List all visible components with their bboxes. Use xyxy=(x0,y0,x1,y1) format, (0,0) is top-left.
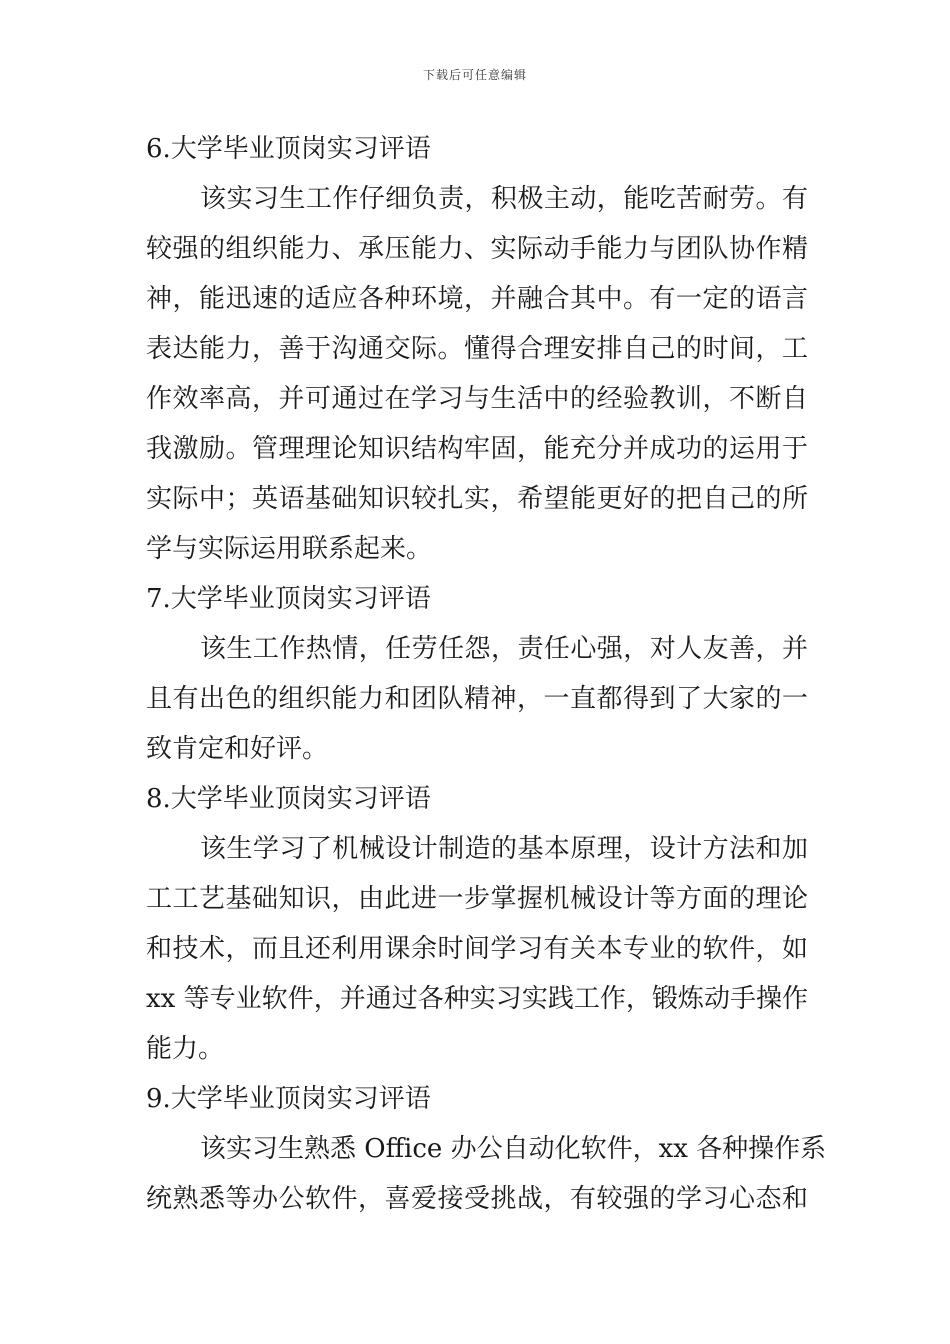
section-paragraph xyxy=(146,1124,827,1224)
paragraph-line: 我激励。管理理论知识结构牢固，能充分并成功的运用于 xyxy=(146,434,808,464)
paragraph-line: 神，能迅速的适应各种环境，并融合其中。有一定的语言 xyxy=(146,284,808,314)
paragraph-line: 工工艺基础知识，由此进一步掌握机械设计等方面的理论 xyxy=(146,884,808,914)
paragraph-line: 表达能力，善于沟通交际。懂得合理安排自己的时间，工 xyxy=(146,334,808,364)
paragraph-line: 且有出色的组织能力和团队精神，一直都得到了大家的一 xyxy=(146,684,808,714)
page-header-note: 下载后可任意编辑 xyxy=(422,68,527,82)
paragraph-line: 统熟悉等办公软件，喜爱接受挑战，有较强的学习心态和 xyxy=(146,1184,808,1214)
paragraph-line: 该实习生熟悉 Office 办公自动化软件，xx 各种操作系 xyxy=(200,1134,827,1164)
paragraph-line: 实际中；英语基础知识较扎实，希望能更好的把自己的所 xyxy=(146,484,808,514)
document-body xyxy=(146,124,827,1224)
section-6 xyxy=(146,124,808,574)
paragraph-line: 该实习生工作仔细负责，积极主动，能吃苦耐劳。有 xyxy=(200,184,808,214)
paragraph-line: 致肯定和好评。 xyxy=(146,734,329,764)
section-heading: 6.大学毕业顶岗实习评语 xyxy=(146,134,431,164)
section-7 xyxy=(146,574,808,774)
section-9 xyxy=(146,1074,827,1224)
paragraph-line: xx 等专业软件，并通过各种实习实践工作，锻炼动手操作 xyxy=(146,984,808,1014)
paragraph-line: 该生工作热情，任劳任怨，责任心强，对人友善，并 xyxy=(200,634,808,664)
paragraph-line: 作效率高，并可通过在学习与生活中的经验教训，不断自 xyxy=(146,384,808,414)
paragraph-line: 和技术，而且还利用课余时间学习有关本专业的软件，如 xyxy=(146,934,808,964)
section-paragraph xyxy=(146,824,808,1074)
paragraph-line: 学与实际运用联系起来。 xyxy=(146,534,433,564)
section-paragraph xyxy=(146,624,808,774)
section-8 xyxy=(146,774,808,1074)
section-heading: 8.大学毕业顶岗实习评语 xyxy=(146,784,431,814)
section-heading: 9.大学毕业顶岗实习评语 xyxy=(146,1084,431,1114)
paragraph-line: 能力。 xyxy=(146,1034,225,1064)
section-heading: 7.大学毕业顶岗实习评语 xyxy=(146,584,431,614)
paragraph-line: 该生学习了机械设计制造的基本原理，设计方法和加 xyxy=(200,834,808,864)
paragraph-line: 较强的组织能力、承压能力、实际动手能力与团队协作精 xyxy=(146,234,808,264)
section-paragraph xyxy=(146,174,808,574)
